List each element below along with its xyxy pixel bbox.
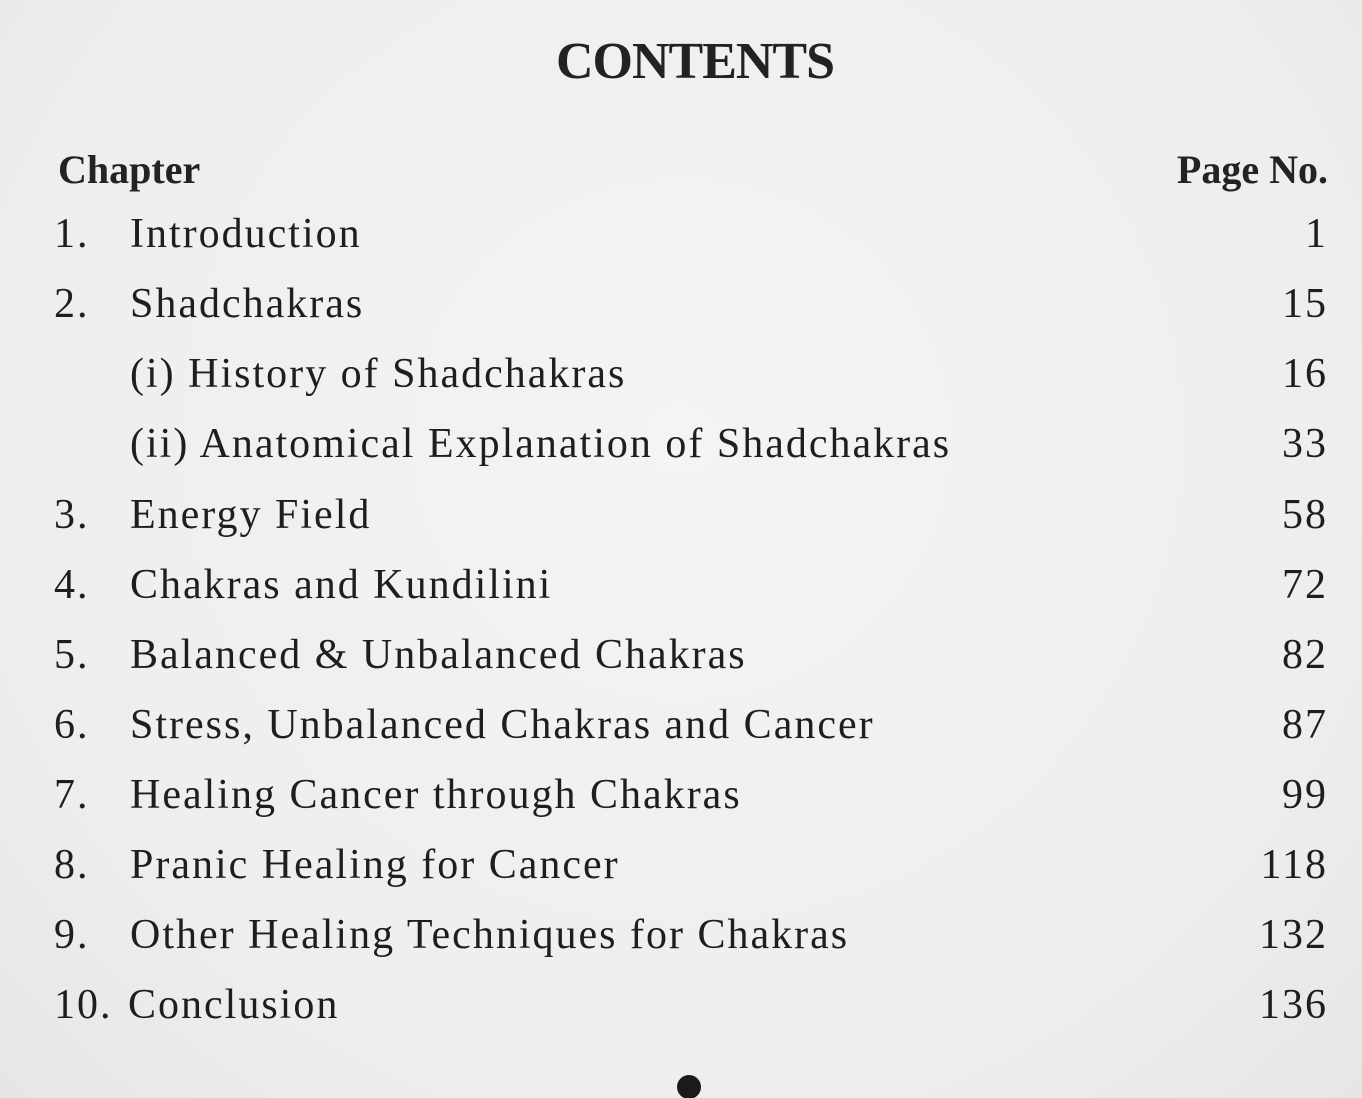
section-title: (i) History of Shadchakras (130, 351, 627, 397)
toc-entry (0, 561, 1362, 621)
chapter-title: Balanced & Unbalanced Chakras (130, 632, 747, 678)
chapter-page: 72 (1282, 562, 1328, 608)
chapter-number: 1. (54, 211, 90, 257)
chapter-title: Pranic Healing for Cancer (130, 842, 620, 888)
chapter-column-header: Chapter (58, 147, 201, 192)
toc-entry (0, 911, 1362, 971)
toc-entry (0, 210, 1362, 270)
section-title: (ii) Anatomical Explanation of Shadchakras (130, 421, 952, 467)
toc-entry (0, 491, 1362, 551)
chapter-number: 3. (54, 492, 90, 538)
chapter-title: Chakras and Kundilini (130, 562, 553, 608)
chapter-page: 58 (1282, 492, 1328, 538)
chapter-number: 9. (54, 912, 90, 958)
toc-entry (0, 631, 1362, 691)
toc-entry (0, 701, 1362, 761)
chapter-title: Energy Field (130, 492, 372, 538)
chapter-number: 2. (54, 281, 90, 327)
section-page: 16 (1282, 351, 1328, 397)
toc-entry (0, 981, 1362, 1041)
chapter-page: 82 (1282, 632, 1328, 678)
ornament-dot (677, 1075, 701, 1098)
chapter-page: 1 (1305, 211, 1328, 257)
toc-entry (0, 280, 1362, 340)
chapter-number: 5. (54, 632, 90, 678)
chapter-title: Other Healing Techniques for Chakras (130, 912, 850, 958)
chapter-number: 7. (54, 772, 90, 818)
chapter-number: 10. (54, 982, 113, 1028)
toc-entry (0, 771, 1362, 831)
chapter-page: 136 (1259, 982, 1328, 1028)
page-number-column-header: Page No. (1176, 147, 1328, 192)
chapter-title: Stress, Unbalanced Chakras and Cancer (130, 702, 875, 748)
chapter-page: 99 (1282, 772, 1328, 818)
toc-subentry (0, 350, 1362, 410)
chapter-title: Conclusion (128, 982, 340, 1028)
chapter-number: 8. (54, 842, 90, 888)
page-title: CONTENTS (555, 33, 835, 90)
chapter-page: 87 (1282, 702, 1328, 748)
chapter-title: Shadchakras (130, 281, 365, 327)
chapter-page: 132 (1259, 912, 1328, 958)
chapter-page: 15 (1282, 281, 1328, 327)
toc-subentry (0, 420, 1362, 480)
chapter-number: 6. (54, 702, 90, 748)
toc-entry (0, 841, 1362, 901)
chapter-number: 4. (54, 562, 90, 608)
section-page: 33 (1282, 421, 1328, 467)
chapter-page: 118 (1260, 842, 1328, 888)
chapter-title: Healing Cancer through Chakras (130, 772, 742, 818)
chapter-title: Introduction (130, 211, 362, 257)
